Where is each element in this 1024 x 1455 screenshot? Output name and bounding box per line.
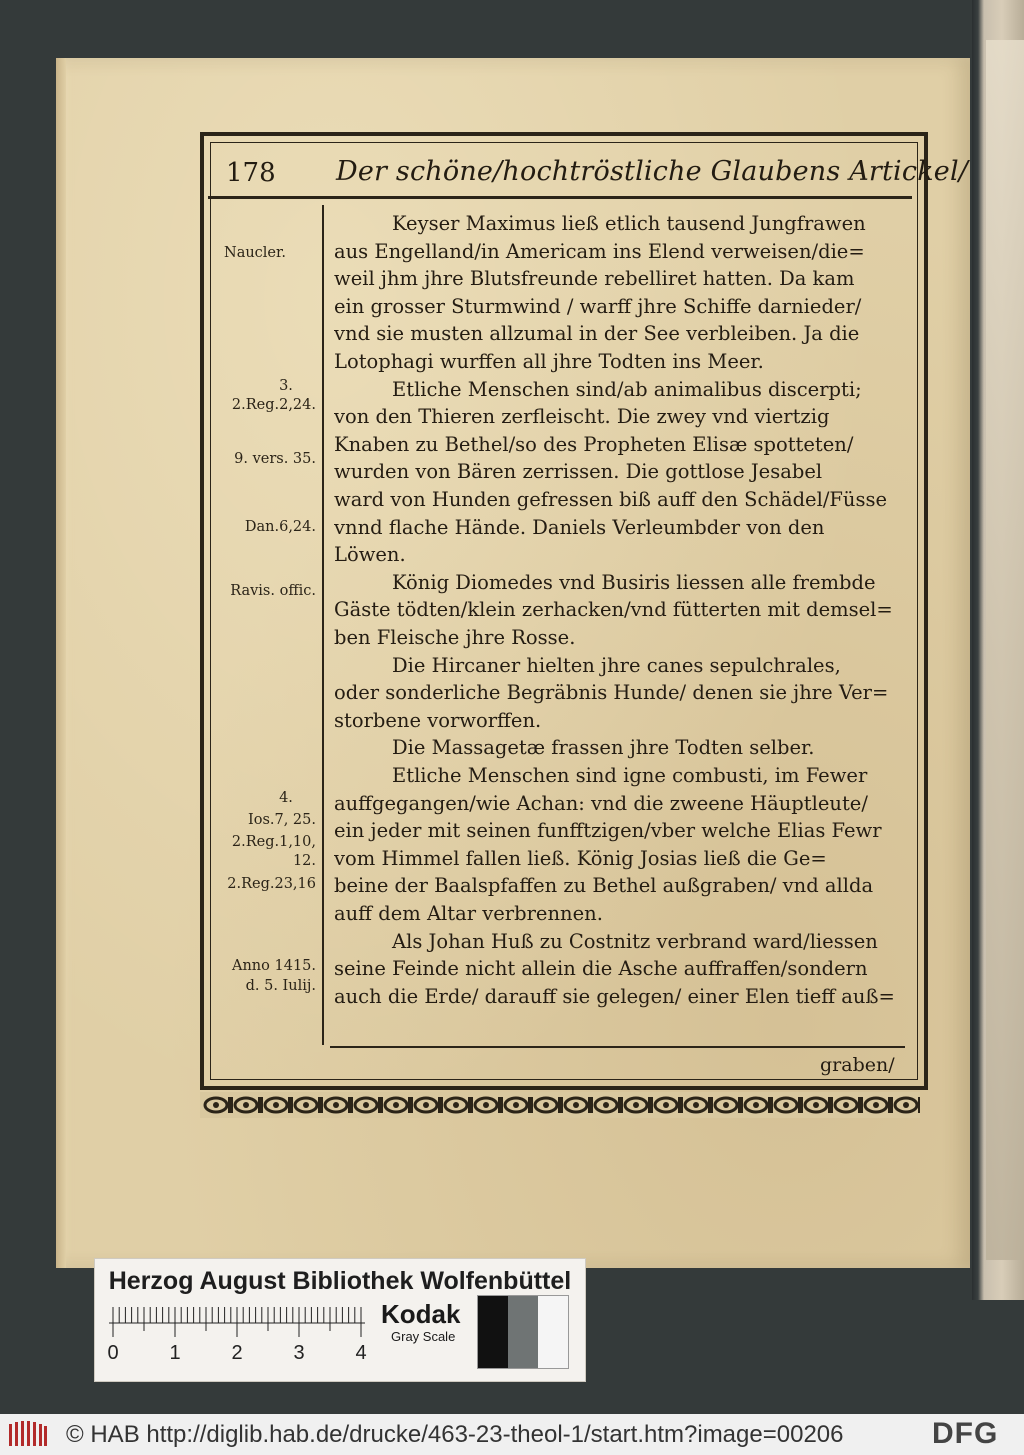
margin-note: Dan.6,24. xyxy=(244,519,316,535)
gray-scale-label: Gray Scale xyxy=(391,1329,456,1344)
bottom-rule xyxy=(330,1046,905,1048)
adjacent-page-strip xyxy=(972,0,1024,1300)
text-line: Löwen. xyxy=(334,543,406,567)
text-line: aus Engelland/in Americam ins Elend verweisen/die= xyxy=(334,239,865,263)
gray-patches xyxy=(477,1295,569,1369)
library-logo-icon xyxy=(8,1420,48,1448)
margin-note: Naucler. xyxy=(224,245,286,261)
text-line: ein jeder mit seinen funfftzigen/vber welche Elias Fewr xyxy=(334,819,882,843)
text-line: Gäste tödten/klein zerhacken/vnd fütterten mit demsel= xyxy=(334,598,893,622)
dfg-logo: DFG xyxy=(932,1417,999,1450)
text-line: von den Thieren zerfleischt. Die zwey vnd viertzig xyxy=(334,405,830,429)
margin-note: 12. xyxy=(292,853,316,869)
margin-note: Ios.7, 25. xyxy=(247,812,316,828)
text-line: König Diomedes vnd Busiris liessen alle frembde xyxy=(392,570,876,594)
header-rule xyxy=(208,196,912,199)
margin-note: Ravis. offic. xyxy=(230,583,316,599)
ruler-label: 4 xyxy=(355,1342,367,1363)
margin-note: 3. xyxy=(279,378,293,394)
color-scale-card xyxy=(94,1258,586,1382)
margin-note: 2.Reg.2,24. xyxy=(231,397,316,413)
margin-note: 9. vers. 35. xyxy=(234,451,316,467)
text-line: wurden von Bären zerrissen. Die gottlose Jesabel xyxy=(334,460,823,484)
margin-note: d. 5. Iulij. xyxy=(245,978,316,994)
running-title: Der schöne/hochtröstliche Glaubens Artickel/ xyxy=(336,156,969,187)
text-line: vom Himmel fallen ließ. König Josias ließ die Ge= xyxy=(334,846,827,870)
text-line: oder sonderliche Begräbnis Hunde/ denen sie jhre Ver= xyxy=(334,681,889,705)
ruler xyxy=(103,1303,373,1363)
kodak-brand: Kodak xyxy=(381,1299,461,1329)
library-name: Herzog August Bibliothek Wolfenbüttel xyxy=(108,1267,572,1295)
source-url[interactable]: © HAB http://diglib.hab.de/drucke/463-23-theol-1/start.htm?image=00206 xyxy=(66,1421,844,1448)
text-line: Lotophagi wurffen all jhre Todten ins Meer. xyxy=(334,350,764,373)
text-line: Keyser Maximus ließ etlich tausend Jungfrawen xyxy=(392,212,866,235)
catchword: graben/ xyxy=(820,1054,895,1076)
text-line: auff dem Altar verbrennen. xyxy=(334,902,603,925)
text-line: seine Feinde nicht allein die Asche auffraffen/sondern xyxy=(334,957,868,981)
text-line: vnd sie musten allzumal in der See verbleiben. Ja die xyxy=(334,322,860,346)
text-line: Knaben zu Bethel/so des Propheten Elisæ spotteten/ xyxy=(334,432,854,456)
margin-note: 2.Reg.1,10, xyxy=(231,834,316,850)
margin-note: 2.Reg.23,16 xyxy=(227,876,316,892)
page-number: 178 xyxy=(226,158,276,188)
text-line: Die Massagetæ frassen jhre Todten selber. xyxy=(392,736,815,760)
text-line: ein grosser Sturmwind / warff jhre Schiffe darnieder/ xyxy=(334,294,862,318)
text-line: ben Fleische jhre Rosse. xyxy=(334,626,576,649)
ruler-label: 1 xyxy=(169,1342,181,1363)
ornament-border xyxy=(200,1092,920,1118)
margin-note: Anno 1415. xyxy=(232,958,316,974)
margin-note: 4. xyxy=(279,790,293,806)
text-line: storbene vorworffen. xyxy=(334,708,542,732)
footer-bar xyxy=(0,1414,1024,1455)
ruler-label: 0 xyxy=(107,1342,119,1363)
ruler-label: 3 xyxy=(293,1342,305,1363)
text-line: Die Hircaner hielten jhre canes sepulchrales, xyxy=(392,653,841,677)
text-line: auffgegangen/wie Achan: vnd die zweene Häuptleute/ xyxy=(334,791,868,815)
text-line: Etliche Menschen sind igne combusti, im Fewer xyxy=(392,764,868,787)
margin-column-rule xyxy=(322,205,324,1045)
ruler-label: 2 xyxy=(231,1342,243,1363)
text-line: beine der Baalspfaffen zu Bethel außgraben/ vnd allda xyxy=(334,874,874,898)
text-line: ward von Hunden gefressen biß auff den Schädel/Füsse xyxy=(334,488,888,511)
text-line: Als Johan Huß zu Costnitz verbrand ward/liessen xyxy=(392,929,878,953)
text-line: vnnd flache Hände. Daniels Verleumbder von den xyxy=(334,515,825,539)
text-line: Etliche Menschen sind/ab animalibus discerpti; xyxy=(392,377,862,401)
text-line: auch die Erde/ darauff sie gelegen/ einer Elen tieff auß= xyxy=(334,984,895,1008)
text-line: weil jhm jhre Blutsfreunde rebelliret hatten. Da kam xyxy=(334,267,855,291)
